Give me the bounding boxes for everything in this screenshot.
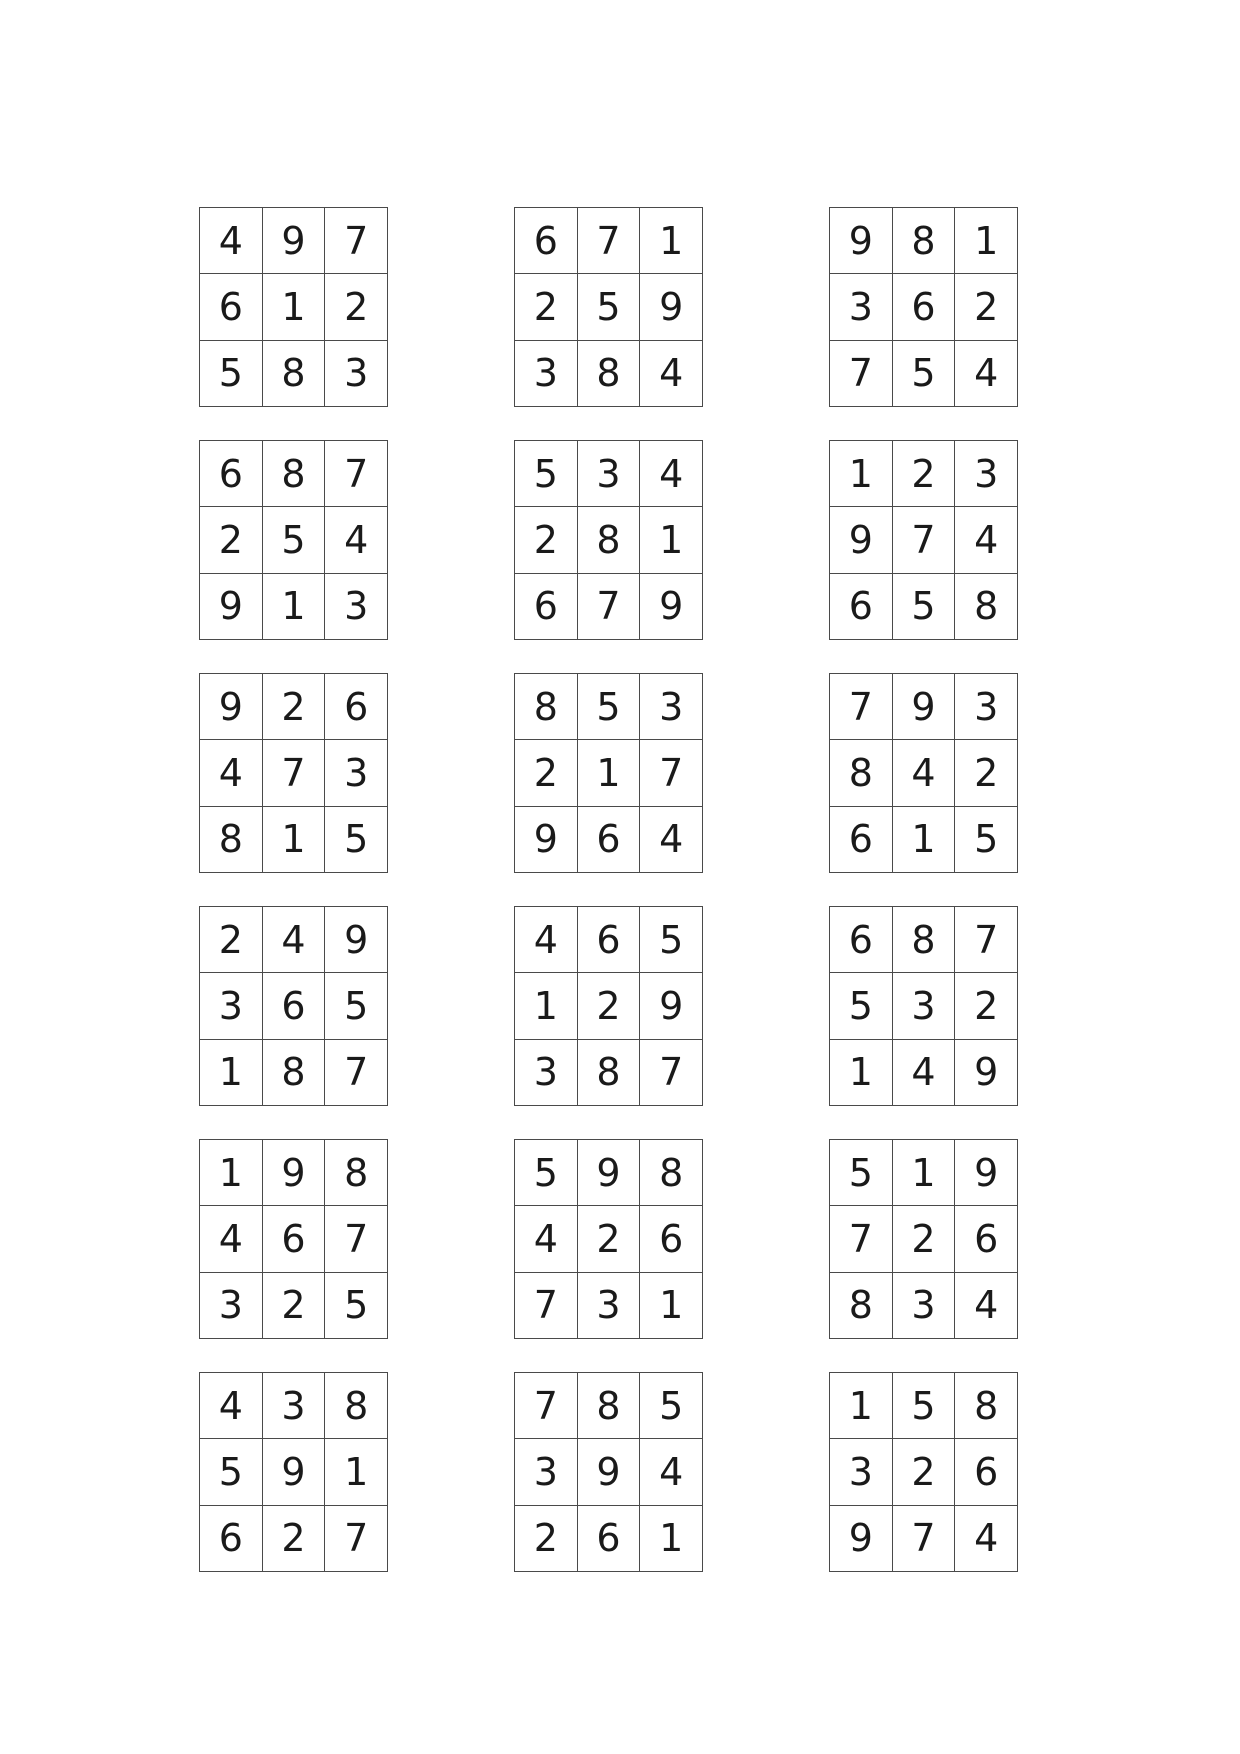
grid-cell: 3 bbox=[325, 341, 388, 407]
grid-cell: 4 bbox=[955, 1506, 1018, 1572]
grid-cell: 4 bbox=[515, 907, 578, 973]
grid-cell: 9 bbox=[640, 274, 703, 340]
grid-cell: 4 bbox=[200, 1373, 263, 1439]
grid-cell: 8 bbox=[830, 740, 893, 806]
grid-cell: 4 bbox=[955, 341, 1018, 407]
grid-cell: 8 bbox=[893, 208, 956, 274]
number-grid-18 bbox=[829, 1372, 1018, 1572]
grid-cell: 4 bbox=[640, 441, 703, 507]
grid-cell: 3 bbox=[200, 1273, 263, 1339]
grid-cell: 3 bbox=[830, 1439, 893, 1505]
grid-cell: 9 bbox=[830, 208, 893, 274]
grid-cell: 5 bbox=[200, 1439, 263, 1505]
grid-cell: 7 bbox=[325, 208, 388, 274]
grid-cell: 6 bbox=[263, 973, 326, 1039]
number-grid-5 bbox=[514, 440, 703, 640]
grid-cell: 7 bbox=[325, 441, 388, 507]
grid-cell: 5 bbox=[830, 1140, 893, 1206]
grid-cell: 4 bbox=[955, 1273, 1018, 1339]
grid-cell: 1 bbox=[515, 973, 578, 1039]
grid-cell: 2 bbox=[515, 1506, 578, 1572]
number-grid-2 bbox=[514, 207, 703, 407]
grid-cell: 2 bbox=[515, 507, 578, 573]
grid-cell: 1 bbox=[640, 507, 703, 573]
grid-cell: 6 bbox=[893, 274, 956, 340]
grid-cell: 1 bbox=[893, 807, 956, 873]
grid-cell: 3 bbox=[325, 574, 388, 640]
grid-cell: 4 bbox=[200, 208, 263, 274]
grid-cell: 6 bbox=[515, 208, 578, 274]
grid-cell: 6 bbox=[200, 1506, 263, 1572]
number-grid-17 bbox=[514, 1372, 703, 1572]
grid-cell: 3 bbox=[325, 740, 388, 806]
grid-cell: 4 bbox=[200, 740, 263, 806]
grid-cell: 5 bbox=[263, 507, 326, 573]
puzzle-sheet bbox=[199, 207, 1019, 1572]
grid-cell: 2 bbox=[578, 1206, 641, 1272]
grid-cell: 1 bbox=[830, 1040, 893, 1106]
grid-cell: 2 bbox=[955, 274, 1018, 340]
grid-cell: 6 bbox=[640, 1206, 703, 1272]
grid-cell: 8 bbox=[578, 1373, 641, 1439]
grid-cell: 5 bbox=[515, 1140, 578, 1206]
grid-cell: 9 bbox=[578, 1439, 641, 1505]
grid-cell: 3 bbox=[578, 1273, 641, 1339]
grid-cell: 7 bbox=[640, 740, 703, 806]
grid-cell: 1 bbox=[893, 1140, 956, 1206]
grid-cell: 8 bbox=[200, 807, 263, 873]
grid-cell: 7 bbox=[830, 674, 893, 740]
number-grid-13 bbox=[199, 1139, 388, 1339]
grid-cell: 8 bbox=[515, 674, 578, 740]
grid-cell: 9 bbox=[955, 1140, 1018, 1206]
grid-cell: 5 bbox=[955, 807, 1018, 873]
grid-cell: 2 bbox=[200, 507, 263, 573]
grid-cell: 6 bbox=[200, 274, 263, 340]
grid-cell: 8 bbox=[578, 1040, 641, 1106]
grid-cell: 5 bbox=[640, 1373, 703, 1439]
grid-cell: 2 bbox=[578, 973, 641, 1039]
grid-cell: 9 bbox=[515, 807, 578, 873]
number-grid-10 bbox=[199, 906, 388, 1106]
grid-cell: 1 bbox=[640, 1273, 703, 1339]
grid-cell: 6 bbox=[955, 1206, 1018, 1272]
number-grid-11 bbox=[514, 906, 703, 1106]
grid-cell: 6 bbox=[955, 1439, 1018, 1505]
grid-cell: 5 bbox=[325, 807, 388, 873]
grid-cell: 2 bbox=[325, 274, 388, 340]
grid-cell: 3 bbox=[578, 441, 641, 507]
grid-cell: 6 bbox=[830, 574, 893, 640]
grid-cell: 2 bbox=[955, 973, 1018, 1039]
grid-cell: 7 bbox=[325, 1506, 388, 1572]
grid-cell: 2 bbox=[200, 907, 263, 973]
grid-cell: 5 bbox=[515, 441, 578, 507]
grid-cell: 6 bbox=[578, 807, 641, 873]
number-grid-12 bbox=[829, 906, 1018, 1106]
grid-cell: 6 bbox=[830, 907, 893, 973]
grid-cell: 2 bbox=[893, 1439, 956, 1505]
grid-cell: 1 bbox=[200, 1040, 263, 1106]
grid-cell: 4 bbox=[955, 507, 1018, 573]
grid-cell: 1 bbox=[325, 1439, 388, 1505]
grid-cell: 8 bbox=[578, 341, 641, 407]
grid-cell: 3 bbox=[200, 973, 263, 1039]
number-grid-3 bbox=[829, 207, 1018, 407]
grid-cell: 1 bbox=[640, 1506, 703, 1572]
grid-cell: 7 bbox=[325, 1206, 388, 1272]
grid-cell: 1 bbox=[955, 208, 1018, 274]
grid-cell: 4 bbox=[263, 907, 326, 973]
grid-cell: 3 bbox=[893, 973, 956, 1039]
grid-cell: 5 bbox=[325, 973, 388, 1039]
grid-cell: 8 bbox=[263, 441, 326, 507]
number-grid-15 bbox=[829, 1139, 1018, 1339]
grid-cell: 9 bbox=[640, 574, 703, 640]
grid-cell: 7 bbox=[830, 1206, 893, 1272]
grid-cell: 7 bbox=[893, 507, 956, 573]
grid-cell: 8 bbox=[640, 1140, 703, 1206]
grid-cell: 4 bbox=[200, 1206, 263, 1272]
grid-cell: 9 bbox=[955, 1040, 1018, 1106]
grid-cell: 6 bbox=[515, 574, 578, 640]
grid-cell: 9 bbox=[830, 1506, 893, 1572]
grid-cell: 8 bbox=[263, 341, 326, 407]
grid-cell: 8 bbox=[830, 1273, 893, 1339]
number-grid-8 bbox=[514, 673, 703, 873]
grid-cell: 7 bbox=[578, 574, 641, 640]
grid-cell: 5 bbox=[640, 907, 703, 973]
grid-cell: 7 bbox=[515, 1373, 578, 1439]
grid-cell: 5 bbox=[578, 674, 641, 740]
grid-cell: 2 bbox=[515, 740, 578, 806]
grid-cell: 5 bbox=[893, 574, 956, 640]
grid-cell: 2 bbox=[955, 740, 1018, 806]
grid-cell: 3 bbox=[955, 674, 1018, 740]
grid-cell: 2 bbox=[263, 1273, 326, 1339]
grid-cell: 8 bbox=[955, 574, 1018, 640]
grid-cell: 7 bbox=[578, 208, 641, 274]
grid-cell: 9 bbox=[263, 208, 326, 274]
grid-cell: 4 bbox=[640, 341, 703, 407]
grid-cell: 6 bbox=[830, 807, 893, 873]
number-grid-16 bbox=[199, 1372, 388, 1572]
grid-cell: 8 bbox=[578, 507, 641, 573]
number-grid-7 bbox=[199, 673, 388, 873]
grid-cell: 6 bbox=[325, 674, 388, 740]
grid-cell: 4 bbox=[893, 740, 956, 806]
grid-cell: 7 bbox=[515, 1273, 578, 1339]
grid-cell: 7 bbox=[325, 1040, 388, 1106]
number-grid-9 bbox=[829, 673, 1018, 873]
grid-cell: 9 bbox=[830, 507, 893, 573]
grid-cell: 7 bbox=[263, 740, 326, 806]
grid-cell: 3 bbox=[830, 274, 893, 340]
grid-cell: 9 bbox=[893, 674, 956, 740]
grid-cell: 8 bbox=[893, 907, 956, 973]
grid-cell: 3 bbox=[515, 1040, 578, 1106]
grid-cell: 4 bbox=[640, 807, 703, 873]
grid-cell: 5 bbox=[893, 1373, 956, 1439]
number-grid-1 bbox=[199, 207, 388, 407]
grid-cell: 4 bbox=[325, 507, 388, 573]
grid-cell: 6 bbox=[200, 441, 263, 507]
grid-cell: 1 bbox=[640, 208, 703, 274]
grid-cell: 6 bbox=[578, 1506, 641, 1572]
grid-cell: 1 bbox=[200, 1140, 263, 1206]
grid-cell: 8 bbox=[263, 1040, 326, 1106]
grid-cell: 9 bbox=[200, 574, 263, 640]
grid-cell: 2 bbox=[263, 674, 326, 740]
grid-cell: 7 bbox=[955, 907, 1018, 973]
grid-cell: 1 bbox=[263, 274, 326, 340]
grid-cell: 7 bbox=[640, 1040, 703, 1106]
grid-cell: 3 bbox=[515, 1439, 578, 1505]
grid-cell: 3 bbox=[955, 441, 1018, 507]
grid-cell: 8 bbox=[955, 1373, 1018, 1439]
number-grid-6 bbox=[829, 440, 1018, 640]
grid-cell: 3 bbox=[640, 674, 703, 740]
grid-cell: 3 bbox=[893, 1273, 956, 1339]
grid-cell: 4 bbox=[515, 1206, 578, 1272]
grid-cell: 9 bbox=[200, 674, 263, 740]
grid-cell: 2 bbox=[515, 274, 578, 340]
grid-cell: 1 bbox=[263, 807, 326, 873]
grid-cell: 1 bbox=[578, 740, 641, 806]
grid-cell: 5 bbox=[200, 341, 263, 407]
grid-cell: 9 bbox=[640, 973, 703, 1039]
number-grid-4 bbox=[199, 440, 388, 640]
grid-cell: 9 bbox=[325, 907, 388, 973]
grid-cell: 8 bbox=[325, 1140, 388, 1206]
grid-cell: 5 bbox=[325, 1273, 388, 1339]
grid-cell: 7 bbox=[830, 341, 893, 407]
grid-cell: 7 bbox=[893, 1506, 956, 1572]
grid-cell: 1 bbox=[263, 574, 326, 640]
number-grid-14 bbox=[514, 1139, 703, 1339]
grid-cell: 9 bbox=[263, 1439, 326, 1505]
grid-cell: 2 bbox=[263, 1506, 326, 1572]
grid-cell: 6 bbox=[578, 907, 641, 973]
grid-cell: 3 bbox=[263, 1373, 326, 1439]
grid-cell: 5 bbox=[578, 274, 641, 340]
grid-cell: 6 bbox=[263, 1206, 326, 1272]
grid-cell: 9 bbox=[263, 1140, 326, 1206]
grid-cell: 5 bbox=[830, 973, 893, 1039]
grid-cell: 4 bbox=[893, 1040, 956, 1106]
grid-cell: 5 bbox=[893, 341, 956, 407]
grid-cell: 3 bbox=[515, 341, 578, 407]
grid-cell: 4 bbox=[640, 1439, 703, 1505]
grid-cell: 1 bbox=[830, 441, 893, 507]
grid-cell: 8 bbox=[325, 1373, 388, 1439]
grid-cell: 2 bbox=[893, 1206, 956, 1272]
grid-cell: 2 bbox=[893, 441, 956, 507]
grid-cell: 9 bbox=[578, 1140, 641, 1206]
grid-cell: 1 bbox=[830, 1373, 893, 1439]
